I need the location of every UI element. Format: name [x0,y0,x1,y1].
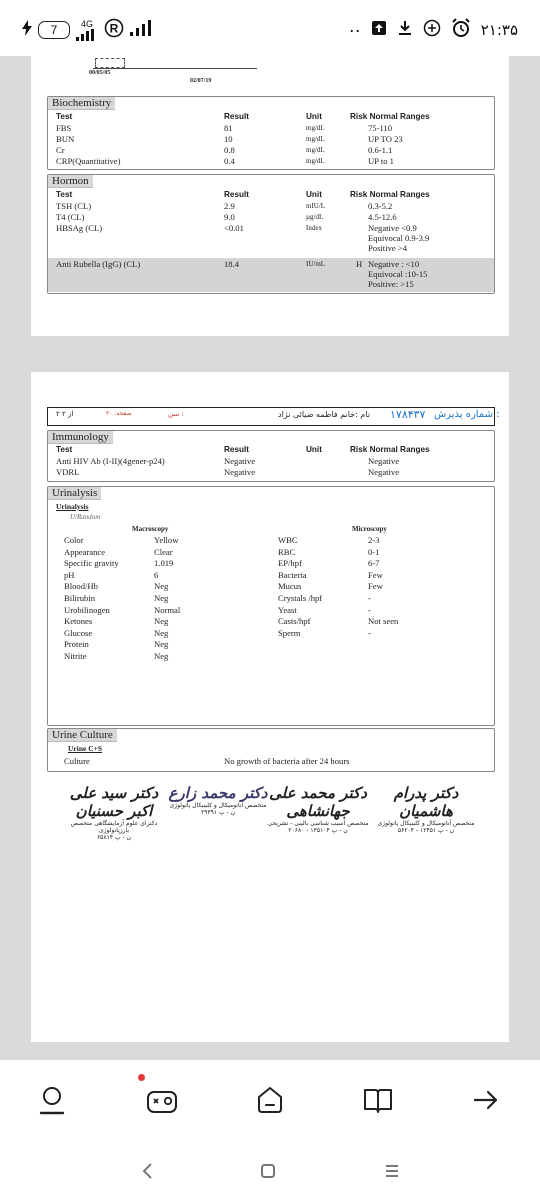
doctor-code: ن - پ ۱۳۵۱۰۴ - ۲۰۶۸۰ [288,827,348,834]
test-result: 0.8 [224,145,235,155]
header-unit: Unit [306,190,322,199]
test-result: 2.9 [224,201,235,211]
header-test: Test [56,445,73,454]
test-unit: IU/mL [306,260,326,268]
item-label: WBC [278,535,298,545]
item-value: 2-3 [368,535,380,545]
chart-date-right: 02/07/19 [190,78,212,84]
test-range: 75-110 [368,123,393,133]
test-result: 10 [224,134,233,144]
header-ranges: Risk Normal Ranges [350,445,430,454]
test-unit: Index [306,224,322,232]
test-range-extra: Equivocal 0.9-3.9 [368,233,430,243]
page-info: ۲ از ۲ [56,410,74,418]
item-label: Yeast [278,604,297,615]
test-result: 81 [224,123,233,133]
test-range: 0.3-5.2 [368,201,393,211]
header-unit: Unit [306,112,322,121]
item-label: Urobilinogen [64,604,110,615]
urinalysis-subtitle: Urinalysis [56,502,89,511]
item-value: - [368,593,371,603]
test-unit: mg/dL [306,146,325,154]
header-result: Result [224,445,250,454]
macro-header: Macroscopy [132,525,169,533]
item-label: pH [64,569,75,580]
item-value: Neg [154,581,169,592]
test-result: <0.01 [224,223,244,233]
item-value: - [368,604,371,615]
item-label: RBC [278,546,296,557]
system-nav-bar [0,1144,540,1200]
item-label: EP/hpf [278,558,302,569]
test-range-extra: Positive >4 [368,243,407,253]
signal-icon [130,20,156,40]
upload-icon [371,20,387,40]
page-label: صفحه: ۲۰ [106,410,132,417]
item-value: 1.019 [154,558,174,569]
item-label: Color [64,535,84,545]
book-icon[interactable] [358,1080,398,1120]
header-test: Test [56,112,73,121]
urinalysis-title: Urinalysis [48,487,101,500]
test-range: Negative [368,456,400,466]
report-page-2 [31,372,509,1042]
doctor-code: ن - پ ۲۹۳۹۱ [200,809,236,816]
culture-result: No growth of bacteria after 24 hours [224,756,350,766]
test-name: Cr [56,145,65,155]
document-viewer[interactable] [0,56,540,1060]
test-range: UP TO 23 [368,134,403,144]
item-value: Normal [154,604,181,615]
test-result: 18.4 [224,259,240,269]
item-value: Neg [154,593,169,603]
urine-culture-section [47,728,495,772]
gamepad-icon[interactable] [142,1080,182,1120]
doctor-specialty: متخصص آناتومیکال و کلینیکال پاتولوژی [377,820,475,827]
sample-type: U/Random [70,513,101,521]
header-unit: Unit [306,445,322,454]
item-value: Yellow [154,535,179,545]
header-result: Result [224,190,250,199]
item-label: Bilirubin [64,593,96,603]
item-label: Appearance [64,546,106,557]
test-name: Anti Rubella (IgG) (CL) [56,259,141,269]
item-value: Clear [154,546,173,557]
patient-name: نام :خانم فاطمه ضیائی نژاد [278,410,370,419]
test-range: 0.6-1.1 [368,145,393,155]
test-name: BUN [56,134,75,144]
item-label: Glucose [64,627,93,638]
item-label: Protein [64,639,89,650]
test-flag: H [356,259,363,269]
signature-block [263,784,373,834]
biochemistry-title: Biochemistry [48,97,115,110]
item-value: Few [368,569,383,580]
urinalysis-section [47,486,495,726]
test-range: Negative : <10 [368,259,420,269]
report-page-1 [31,56,509,336]
header-test: Test [56,190,73,199]
doctor-signature: دکتر سید علی اکبر حسنیان [69,784,159,820]
test-result: 0.4 [224,156,235,166]
test-name: CRP(Quantitative) [56,156,121,166]
micro-header: Microscopy [352,525,387,533]
age-label: سن : [168,410,184,418]
immunology-section [47,430,495,482]
test-result: Negative [224,456,256,466]
app-bottom-nav [0,1060,540,1144]
hormon-title: Hormon [48,175,93,188]
reception-number: ۱۷۸۴۳۷ [390,408,426,421]
item-value: - [368,627,371,638]
home-icon[interactable] [250,1080,290,1120]
menu-icon[interactable] [372,1156,412,1186]
test-name: VDRL [56,467,80,477]
doctor-code: ن - پ ۱۲۴۵۱ - ۵۶۲۰۴ [397,827,455,834]
test-range: UP to 1 [368,156,394,166]
item-label: Sperm [278,627,301,638]
signature-block [163,784,273,816]
charging-icon [22,20,32,40]
test-range: Negative <0.9 [368,223,417,233]
item-label: Specific gravity [64,558,119,569]
clock-time: ۲۱:۳۵ [480,21,518,39]
biochemistry-section [47,96,495,170]
header-result: Result [224,112,250,121]
immunology-title: Immunology [48,431,113,444]
test-name: FBS [56,123,72,133]
item-value: Neg [154,616,169,627]
test-name: Anti HIV Ab (I-II)(4gener-p24) [56,456,165,466]
signature-block [371,784,481,834]
item-value: Few [368,581,383,592]
svg-text:R: R [109,21,119,36]
doctor-signature: دکتر محمد علی جهانشاهی [269,784,367,820]
test-result: 9.0 [224,212,235,222]
test-result: Negative [224,467,256,477]
back-icon[interactable] [128,1156,168,1186]
item-value: Neg [154,639,169,650]
test-range: 4.5-12.6 [368,212,397,222]
doctor-signature: دکتر پدرام هاشمیان [393,784,459,820]
download-icon [397,20,413,40]
test-range: Negative [368,467,400,477]
doctor-code: ن - پ ۶۵۸۱۴ [96,834,132,841]
patient-header [47,407,500,426]
culture-subtitle: Urine C+S [68,744,103,753]
test-range: Positive: >15 [368,279,414,289]
test-name: HBSAg (CL) [56,223,103,233]
item-value: Neg [154,651,169,661]
item-value: 6-7 [368,558,380,569]
culture-label: Culture [64,756,90,766]
item-label: Blood/Hb [64,581,98,592]
header-ranges: Risk Normal Ranges [350,190,430,199]
more-dots-icon: ·· [348,19,361,40]
item-label: Bacteria [278,569,307,580]
test-unit: mg/dL [306,124,325,132]
item-label: Nitrite [64,651,87,661]
hormon-section [47,174,495,294]
notification-dot [138,1074,145,1081]
test-unit: µg/dL [306,213,324,221]
test-unit: mg/dL [306,135,325,143]
doctor-specialty: متخصص آناتومیکال و کلینیکال پاتولوژی [169,802,267,809]
culture-title: Urine Culture [48,729,117,742]
add-circle-icon [423,19,441,41]
item-label: Mucus [278,581,302,592]
status-bar [0,0,540,56]
test-unit: mg/dL [306,157,325,165]
test-name: TSH (CL) [56,201,92,211]
item-value: Neg [154,627,169,638]
chart-date-left: 00/05/05 [89,70,111,76]
signature-block [59,784,169,841]
test-unit: mIU/L [306,202,326,210]
item-value: 6 [154,569,159,580]
header-ranges: Risk Normal Ranges [350,112,430,121]
test-name: T4 (CL) [56,212,85,222]
doctor-specialty: دکترای علوم آزمایشگاهی متخصص بارزپاتولوژی [70,820,158,834]
network-type: 4G [76,20,98,41]
reception-label: شماره پذیرش : [434,409,500,420]
registered-icon [104,18,124,42]
doctor-signature: دکتر محمد زارع [168,784,268,802]
item-value: 0-1 [368,546,380,557]
recents-icon[interactable] [248,1156,288,1186]
doctor-specialty: متخصص آسیب شناسی بالینی - تشریحی [267,820,369,827]
item-label: Casts/hpf [278,616,311,627]
chart-fragment [87,56,257,96]
item-value: Not seen [368,616,399,627]
alarm-icon [451,18,471,42]
test-range: Equivocal :10-15 [368,269,428,279]
item-label: Ketones [64,616,93,627]
profile-icon[interactable] [32,1080,72,1120]
arrow-right-icon[interactable] [466,1080,506,1120]
battery-icon: 7 [38,21,70,39]
item-label: Crystals /hpf [278,593,323,603]
